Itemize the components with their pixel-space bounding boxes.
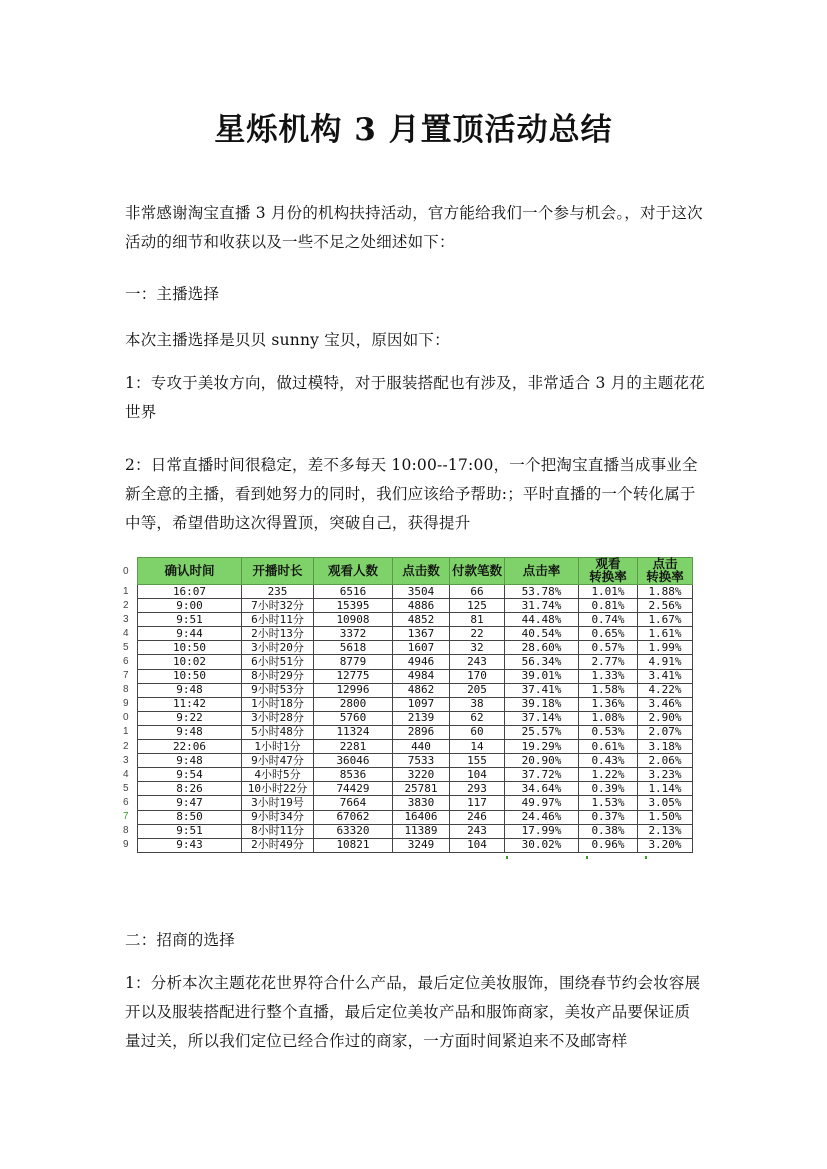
table-cell: 1.08% — [579, 711, 638, 725]
table-cell: 0.96% — [579, 838, 638, 852]
table-cell: 0.37% — [579, 810, 638, 824]
table-cell: 39.18% — [505, 697, 579, 711]
table-row — [123, 655, 693, 669]
table-cell: 6516 — [314, 585, 393, 599]
table-cell: 243 — [450, 655, 505, 669]
table-cell: 10小时22分 — [242, 782, 314, 796]
table-cell: 40.54% — [505, 627, 579, 641]
table-cell: 2.07% — [638, 725, 693, 739]
row-number: 6 — [123, 796, 138, 810]
table-row — [123, 697, 693, 711]
table-cell: 3.41% — [638, 669, 693, 683]
table-cell: 30.02% — [505, 838, 579, 852]
table-cell: 19.29% — [505, 740, 579, 754]
table-cell: 2.06% — [638, 754, 693, 768]
table-cell: 25781 — [393, 782, 450, 796]
table-cell: 44.48% — [505, 613, 579, 627]
table-cell: 2.13% — [638, 824, 693, 838]
data-table-screenshot — [123, 557, 703, 860]
table-cell: 9:48 — [138, 725, 242, 739]
row-number: 8 — [123, 824, 138, 838]
table-cell: 39.01% — [505, 669, 579, 683]
table-cell: 38 — [450, 697, 505, 711]
table-cell: 1097 — [393, 697, 450, 711]
table-cell: 3小时28分 — [242, 711, 314, 725]
table-cell: 56.34% — [505, 655, 579, 669]
table-cell: 3220 — [393, 768, 450, 782]
table-cell: 2小时49分 — [242, 838, 314, 852]
row-number: 9 — [123, 697, 138, 711]
table-cell: 293 — [450, 782, 505, 796]
table-cell: 1367 — [393, 627, 450, 641]
table-cell: 11389 — [393, 824, 450, 838]
header-confirm-time: 确认时间 — [138, 558, 242, 585]
table-cell: 3.46% — [638, 697, 693, 711]
intro-paragraph: 非常感谢淘宝直播 3 月份的机构扶持活动，官方能给我们一个参与机会。，对于这次活动的细节和收获以及一些不足之处细述如下： — [125, 204, 703, 251]
table-cell: 8536 — [314, 768, 393, 782]
reason-1-paragraph: 1：专攻于美妆方向，做过模特，对于服装搭配也有涉及，非常适合 3 月的主题花花世界 — [125, 374, 705, 421]
table-cell: 4886 — [393, 599, 450, 613]
table-cell: 28.60% — [505, 641, 579, 655]
table-cell: 10908 — [314, 613, 393, 627]
table-cell: 104 — [450, 768, 505, 782]
cell-marker — [586, 856, 594, 859]
table-cell: 1.14% — [638, 782, 693, 796]
table-header-row — [123, 558, 693, 585]
table-cell: 4.22% — [638, 683, 693, 697]
merchant-paragraph: 1：分析本次主题花花世界符合什么产品，最后定位美妆服饰，围绕春节约会妆容展开以及服装搭配进行整个直播，最后定位美妆产品和服饰商家，美妆产品要保证质量过关，所以我们定位已经合作过的商家，一方面时间紧迫来不及邮寄样 — [125, 974, 701, 1050]
table-cell: 7664 — [314, 796, 393, 810]
table-cell: 1.33% — [579, 669, 638, 683]
row-number: 7 — [123, 810, 138, 824]
cell-marker — [645, 856, 653, 859]
table-row — [123, 599, 693, 613]
table-cell: 0.43% — [579, 754, 638, 768]
table-cell: 66 — [450, 585, 505, 599]
table-cell: 9:44 — [138, 627, 242, 641]
table-cell: 9:48 — [138, 683, 242, 697]
row-number: 6 — [123, 655, 138, 669]
table-cell: 9:47 — [138, 796, 242, 810]
table-cell: 37.14% — [505, 711, 579, 725]
table-cell: 1.61% — [638, 627, 693, 641]
table-cell: 5760 — [314, 711, 393, 725]
table-cell: 22:06 — [138, 740, 242, 754]
table-cell: 4.91% — [638, 655, 693, 669]
table-row — [123, 627, 693, 641]
table-cell: 3.18% — [638, 740, 693, 754]
table-cell: 1.01% — [579, 585, 638, 599]
table-cell: 170 — [450, 669, 505, 683]
table-cell: 8:26 — [138, 782, 242, 796]
table-cell: 1.88% — [638, 585, 693, 599]
row-number: 5 — [123, 782, 138, 796]
table-cell: 24.46% — [505, 810, 579, 824]
table-cell: 37.41% — [505, 683, 579, 697]
table-cell: 3小时19号 — [242, 796, 314, 810]
table-cell: 36046 — [314, 754, 393, 768]
table-cell: 0.74% — [579, 613, 638, 627]
table-cell: 67062 — [314, 810, 393, 824]
table-cell: 7533 — [393, 754, 450, 768]
table-cell: 2小时13分 — [242, 627, 314, 641]
section-heading-merchant: 二：招商的选择 — [125, 931, 235, 949]
table-cell: 3.05% — [638, 796, 693, 810]
table-row — [123, 782, 693, 796]
table-cell: 235 — [242, 585, 314, 599]
table-cell: 15395 — [314, 599, 393, 613]
header-click-conversion: 点击 转换率 — [638, 558, 693, 585]
reason-2-paragraph: 2：日常直播时间很稳定，差不多每天 10:00--17:00，一个把淘宝直播当成事业全新全意的主播，看到她努力的同时，我们应该给予帮助:；平时直播的一个转化属于中等，希望借助这次得置顶，突破自己，获得提升 — [125, 456, 698, 532]
header-click-rate: 点击率 — [505, 558, 579, 585]
table-cell: 25.57% — [505, 725, 579, 739]
table-cell: 6小时11分 — [242, 613, 314, 627]
row-number: 3 — [123, 613, 138, 627]
row-number: 4 — [123, 627, 138, 641]
table-cell: 0.61% — [579, 740, 638, 754]
header-clicks: 点击数 — [393, 558, 450, 585]
stats-table — [123, 557, 693, 853]
table-row — [123, 641, 693, 655]
table-cell: 1.99% — [638, 641, 693, 655]
page-title: 星烁机构 3 月置顶活动总结 — [214, 112, 613, 148]
table-cell: 1.58% — [579, 683, 638, 697]
table-cell: 8小时29分 — [242, 669, 314, 683]
table-cell: 205 — [450, 683, 505, 697]
table-cell: 117 — [450, 796, 505, 810]
header-viewers: 观看人数 — [314, 558, 393, 585]
table-cell: 9:22 — [138, 711, 242, 725]
table-cell: 4984 — [393, 669, 450, 683]
table-cell: 8小时11分 — [242, 824, 314, 838]
table-cell: 9:00 — [138, 599, 242, 613]
table-cell: 1小时18分 — [242, 697, 314, 711]
table-cell: 16406 — [393, 810, 450, 824]
table-cell: 12775 — [314, 669, 393, 683]
row-number: 1 — [123, 585, 138, 599]
table-row — [123, 796, 693, 810]
table-row — [123, 613, 693, 627]
table-cell: 9小时47分 — [242, 754, 314, 768]
table-cell: 4852 — [393, 613, 450, 627]
table-cell: 9:51 — [138, 824, 242, 838]
table-row — [123, 824, 693, 838]
row-number: 0 — [123, 558, 138, 585]
anchor-intro-paragraph: 本次主播选择是贝贝 sunny 宝贝，原因如下： — [125, 331, 450, 349]
table-cell: 2.90% — [638, 711, 693, 725]
header-view-conversion: 观看 转换率 — [579, 558, 638, 585]
table-cell: 20.90% — [505, 754, 579, 768]
table-cell: 1.53% — [579, 796, 638, 810]
table-cell: 74429 — [314, 782, 393, 796]
row-number: 5 — [123, 641, 138, 655]
header-duration: 开播时长 — [242, 558, 314, 585]
table-cell: 9小时53分 — [242, 683, 314, 697]
table-cell: 243 — [450, 824, 505, 838]
table-row — [123, 683, 693, 697]
section-heading-anchor: 一：主播选择 — [125, 285, 220, 303]
table-cell: 37.72% — [505, 768, 579, 782]
table-cell: 14 — [450, 740, 505, 754]
table-row — [123, 740, 693, 754]
table-cell: 10:50 — [138, 669, 242, 683]
table-cell: 7小时32分 — [242, 599, 314, 613]
table-cell: 4小时5分 — [242, 768, 314, 782]
table-cell: 9:51 — [138, 613, 242, 627]
table-row — [123, 669, 693, 683]
table-cell: 440 — [393, 740, 450, 754]
table-cell: 12996 — [314, 683, 393, 697]
table-cell: 2281 — [314, 740, 393, 754]
table-cell: 6小时51分 — [242, 655, 314, 669]
table-cell: 4946 — [393, 655, 450, 669]
table-cell: 2.77% — [579, 655, 638, 669]
table-cell: 17.99% — [505, 824, 579, 838]
cell-marker — [506, 856, 514, 859]
table-row — [123, 838, 693, 852]
table-cell: 62 — [450, 711, 505, 725]
table-cell: 1小时1分 — [242, 740, 314, 754]
table-cell: 155 — [450, 754, 505, 768]
table-cell: 10:50 — [138, 641, 242, 655]
table-cell: 53.78% — [505, 585, 579, 599]
table-row — [123, 585, 693, 599]
row-number: 1 — [123, 725, 138, 739]
table-cell: 1.50% — [638, 810, 693, 824]
table-row — [123, 725, 693, 739]
table-cell: 3249 — [393, 838, 450, 852]
table-cell: 2139 — [393, 711, 450, 725]
table-cell: 9:43 — [138, 838, 242, 852]
table-cell: 11324 — [314, 725, 393, 739]
table-cell: 22 — [450, 627, 505, 641]
table-cell: 49.97% — [505, 796, 579, 810]
table-cell: 5小时48分 — [242, 725, 314, 739]
table-cell: 0.65% — [579, 627, 638, 641]
table-cell: 63320 — [314, 824, 393, 838]
table-cell: 3372 — [314, 627, 393, 641]
header-orders: 付款笔数 — [450, 558, 505, 585]
table-cell: 5618 — [314, 641, 393, 655]
table-cell: 10:02 — [138, 655, 242, 669]
row-number: 4 — [123, 768, 138, 782]
table-cell: 10821 — [314, 838, 393, 852]
table-cell: 8779 — [314, 655, 393, 669]
table-cell: 4862 — [393, 683, 450, 697]
row-number: 0 — [123, 711, 138, 725]
table-cell: 3.20% — [638, 838, 693, 852]
row-number: 2 — [123, 599, 138, 613]
table-cell: 3504 — [393, 585, 450, 599]
table-cell: 0.81% — [579, 599, 638, 613]
row-number: 2 — [123, 740, 138, 754]
table-row — [123, 768, 693, 782]
table-cell: 3830 — [393, 796, 450, 810]
table-cell: 0.38% — [579, 824, 638, 838]
table-cell: 16:07 — [138, 585, 242, 599]
table-cell: 34.64% — [505, 782, 579, 796]
row-number: 7 — [123, 669, 138, 683]
table-row — [123, 754, 693, 768]
table-cell: 11:42 — [138, 697, 242, 711]
row-number: 9 — [123, 838, 138, 852]
table-cell: 246 — [450, 810, 505, 824]
table-cell: 3小时20分 — [242, 641, 314, 655]
table-cell: 1607 — [393, 641, 450, 655]
table-cell: 0.53% — [579, 725, 638, 739]
table-row — [123, 711, 693, 725]
table-cell: 81 — [450, 613, 505, 627]
table-cell: 2800 — [314, 697, 393, 711]
table-cell: 8:50 — [138, 810, 242, 824]
table-cell: 104 — [450, 838, 505, 852]
table-cell: 9小时34分 — [242, 810, 314, 824]
table-cell: 1.36% — [579, 697, 638, 711]
table-cell: 125 — [450, 599, 505, 613]
table-cell: 0.57% — [579, 641, 638, 655]
table-row — [123, 810, 693, 824]
table-cell: 9:54 — [138, 768, 242, 782]
table-cell: 32 — [450, 641, 505, 655]
table-cell: 60 — [450, 725, 505, 739]
table-cell: 3.23% — [638, 768, 693, 782]
table-cell: 0.39% — [579, 782, 638, 796]
row-number: 3 — [123, 754, 138, 768]
table-cell: 2896 — [393, 725, 450, 739]
table-cell: 31.74% — [505, 599, 579, 613]
table-cell: 2.56% — [638, 599, 693, 613]
row-number: 8 — [123, 683, 138, 697]
table-cell: 9:48 — [138, 754, 242, 768]
table-cell: 1.67% — [638, 613, 693, 627]
table-cell: 1.22% — [579, 768, 638, 782]
